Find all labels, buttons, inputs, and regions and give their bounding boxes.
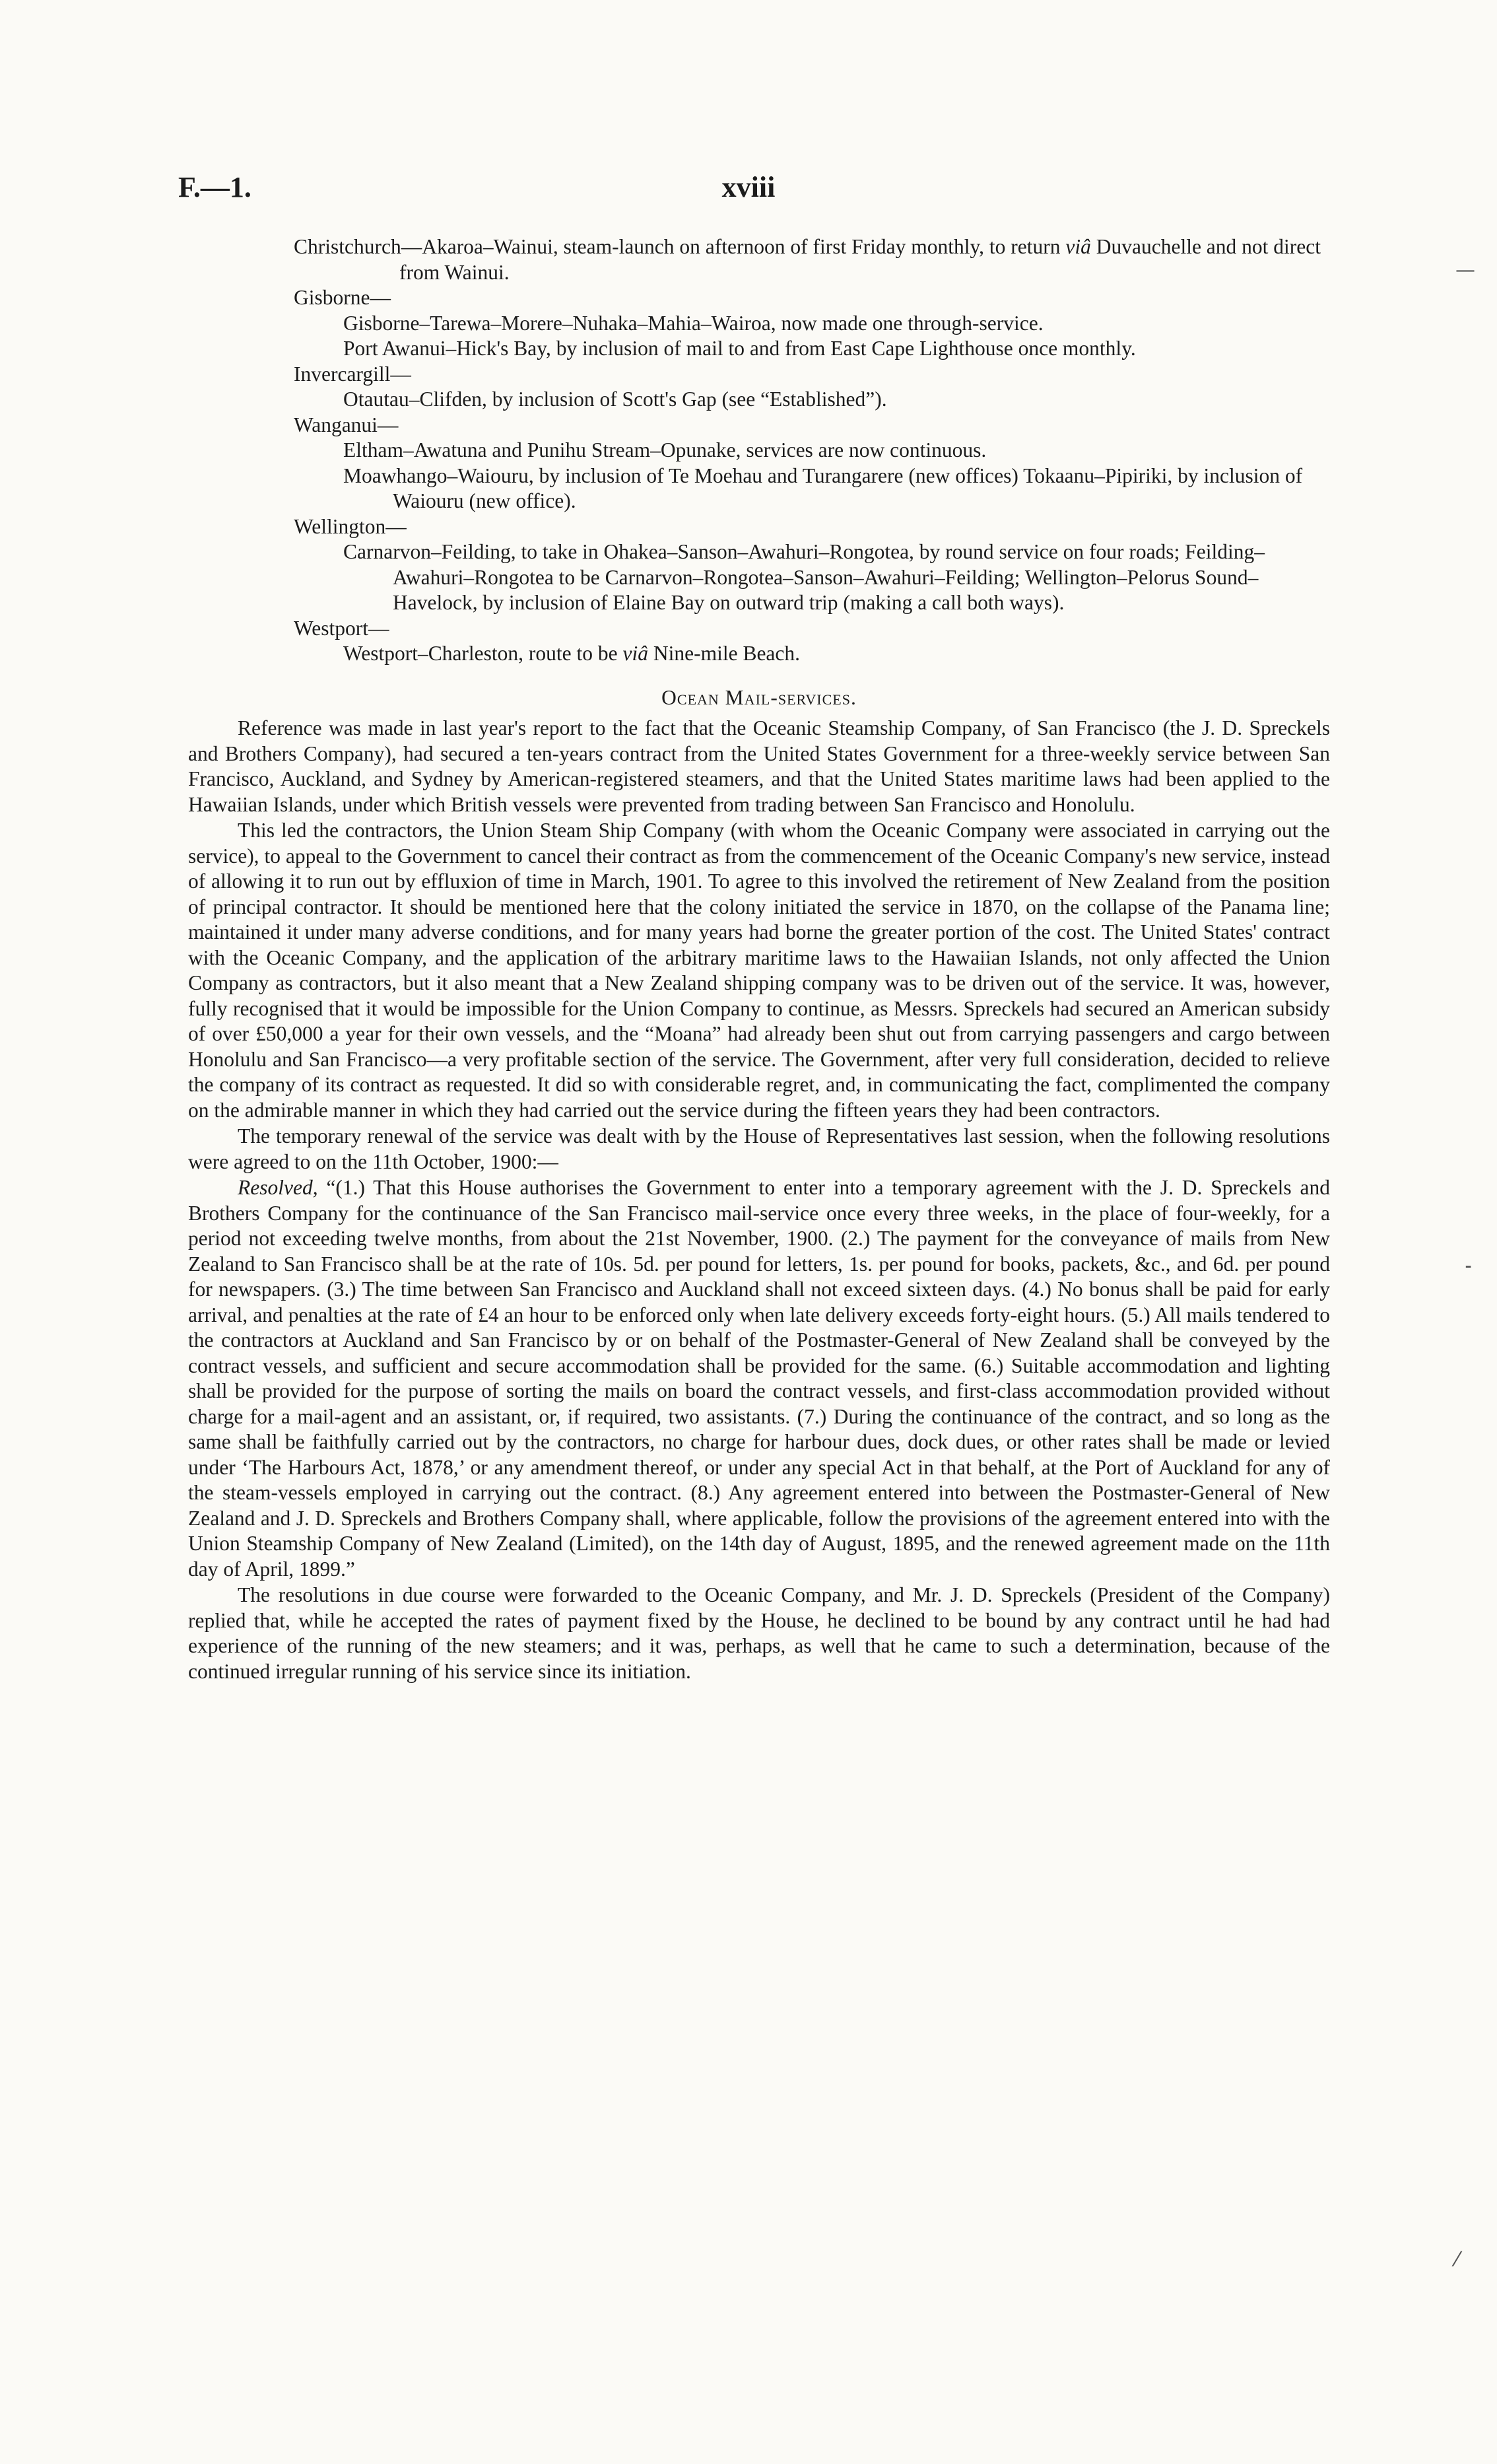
wellington-heading: Wellington— (294, 514, 407, 538)
margin-mark-2: ⁃ (1464, 1258, 1473, 1278)
westport-heading: Westport— (294, 616, 389, 640)
westport-text-after: Nine-mile Beach. (648, 642, 801, 665)
page-header (178, 170, 1319, 210)
invercargill-item-1: Otautau–Clifden, by inclusion of Scott's Gap (see “Established”). (343, 388, 887, 411)
margin-mark-3: ⁄ (1455, 2248, 1459, 2271)
invercargill-heading: Invercargill— (294, 362, 411, 386)
paragraph-4 (188, 1175, 1330, 1582)
wellington-item-1: Carnarvon–Feilding, to take in Ohakea–Sanson–Awahuri–Rongotea, by round service on four roads; Feilding–Awahuri–Rongotea to be Carnarvon–Rongotea–Sanson–Awahuri–Feilding; Wellington–Pelorus Sound–Havelock, by inclusion of Elaine Bay on outward trip (making a call both ways). (343, 540, 1265, 614)
page-content (188, 234, 1330, 1684)
christchurch-text-after: Duvauchelle and not direct from Wainui. (399, 235, 1321, 284)
gisborne-heading: Gisborne— (294, 286, 391, 309)
gisborne-item-2: Port Awanui–Hick's Bay, by inclusion of mail to and from East Cape Lighthouse once monthly. (343, 337, 1136, 360)
resolved-lead: Resolved, (238, 1176, 318, 1199)
westport-item-1 (343, 641, 1330, 667)
page-number: xviii (721, 171, 776, 203)
resolutions-text: “(1.) That this House authorises the Government to enter into a temporary agreement with the J. D. Spreckels and Brothers Company for the continuance of the San Francisco mail-service once every three weeks, in the place of four-weekly, for a period not exceeding twelve months, from about the 21st November, 1900. (2.) The payment for the conveyance of mails from New Zealand to San Francisco shall be at the rate of 10s. 5d. per pound for letters, 1s. per pound for books, packets, &c., and 6d. per pound for newspapers. (3.) The time between San Francisco and Auckland shall not exceed sixteen days. (4.) No bonus shall be paid for early arrival, and penalties at the rate of £4 an hour to be enforced only when late delivery exceeds forty-eight hours. (5.) All mails tendered to the contractors at Auckland and San Francisco by or on behalf of the Postmaster-General of New Zealand shall be conveyed by the contract vessels, and sufficient and secure accommodation shall be provided for the same. (6.) Suitable accommodation and lighting shall be provided for the purpose of sorting the mails on board the contract vessels, and first-class accommodation provided without charge for a mail-agent and an assistant, or, if required, two assistants. (7.) During the continuance of the contract, and so long as the same shall be faithfully carried out by the contractors, no charge for harbour dues, dock dues, or other rates shall be made or levied under ‘The Harbours Act, 1878,’ or any amendment thereof, or under any special Act in that behalf, at the Port of Auckland for any of the steam-vessels employed in carrying out the contract. (8.) Any agreement entered into between the Postmaster-General of New Zealand and J. D. Spreckels and Brothers Company shall, where applicable, follow the provisions of the agreement entered into with the Union Steamship Company of New Zealand (Limited), on the 14th day of August, 1895, and the renewed agreement made on the 11th day of April, 1899.” (188, 1176, 1330, 1581)
wanganui-heading: Wanganui— (294, 413, 399, 436)
wanganui-item-1: Eltham–Awatuna and Punihu Stream–Opunake, services are now continuous. (343, 438, 987, 462)
christchurch-via: viâ (1065, 235, 1091, 258)
wanganui-item-2: Moawhango–Waiouru, by inclusion of Te Moehau and Turangarere (new offices) Tokaanu–Pipiriki, by inclusion of Waiouru (new office). (343, 463, 1303, 512)
christchurch-entry (294, 234, 1330, 285)
christchurch-text-before: Christchurch—Akaroa–Wainui, steam-launch on afternoon of first Friday monthly, to return (294, 235, 1066, 258)
section-title: Ocean Mail-services. (661, 685, 857, 709)
paragraph-5: The resolutions in due course were forwarded to the Oceanic Company, and Mr. J. D. Spreckels (President of the Company) replied that, while he accepted the rates of payment fixed by the House, he declined to be bound by any contract until he had had experience of the running of the new steamers; and it was, perhaps, as well that he came to such a determination, because of the continued irregular running of his service since its initiation. (188, 1583, 1330, 1683)
paragraph-2: This led the contractors, the Union Steam Ship Company (with whom the Oceanic Company were associated in carrying out the service), to appeal to the Government to cancel their contract as from the commencement of the Oceanic Company's new service, instead of allowing it to run out by effluxion of time in March, 1901. To agree to this involved the retirement of New Zealand from the position of principal contractor. It should be mentioned here that the colony initiated the service in 1870, on the collapse of the Panama line; maintained it under many adverse conditions, and for many years had borne the greater portion of the cost. The United States' contract with the Oceanic Company, and the application of the arbitrary maritime laws to the Hawaiian Islands, not only affected the Union Company as contractors, but it also meant that a New Zealand shipping company was to be driven out of the service. It was, however, fully recognised that it would be impossible for the Union Company to continue, as Messrs. Spreckels had secured an American subsidy of over £50,000 a year for their own vessels, and the “Moana” had already been shut out from carrying passengers and cargo between Honolulu and San Francisco—a very profitable section of the service. The Government, after very full consideration, decided to relieve the company of its contract as requested. It did so with considerable regret, and, in communicating the fact, complimented the company on the admirable manner in which they had carried out the service during the fifteen years they had been contractors. (188, 819, 1330, 1122)
paragraph-3: The temporary renewal of the service was dealt with by the House of Representatives last session, when the following resolutions were agreed to on the 11th October, 1900:— (188, 1124, 1330, 1173)
westport-via: viâ (622, 642, 648, 665)
gisborne-item-1: Gisborne–Tarewa–Morere–Nuhaka–Mahia–Wairoa, now made one through-service. (343, 311, 1044, 335)
margin-mark-1: — (1455, 259, 1475, 282)
paragraph-1: Reference was made in last year's report to the fact that the Oceanic Steamship Company, of San Francisco (the J. D. Spreckels and Brothers Company), had secured a ten-years contract from the United States Government for a three-weekly service between San Francisco, Auckland, and Sydney by American-registered steamers, and that the United States maritime laws had been applied to the Hawaiian Islands, under which British vessels were prevented from trading between San Francisco and Honolulu. (188, 716, 1330, 816)
document-reference: F.—1. (178, 171, 251, 203)
westport-text-before: Westport–Charleston, route to be (343, 642, 623, 665)
